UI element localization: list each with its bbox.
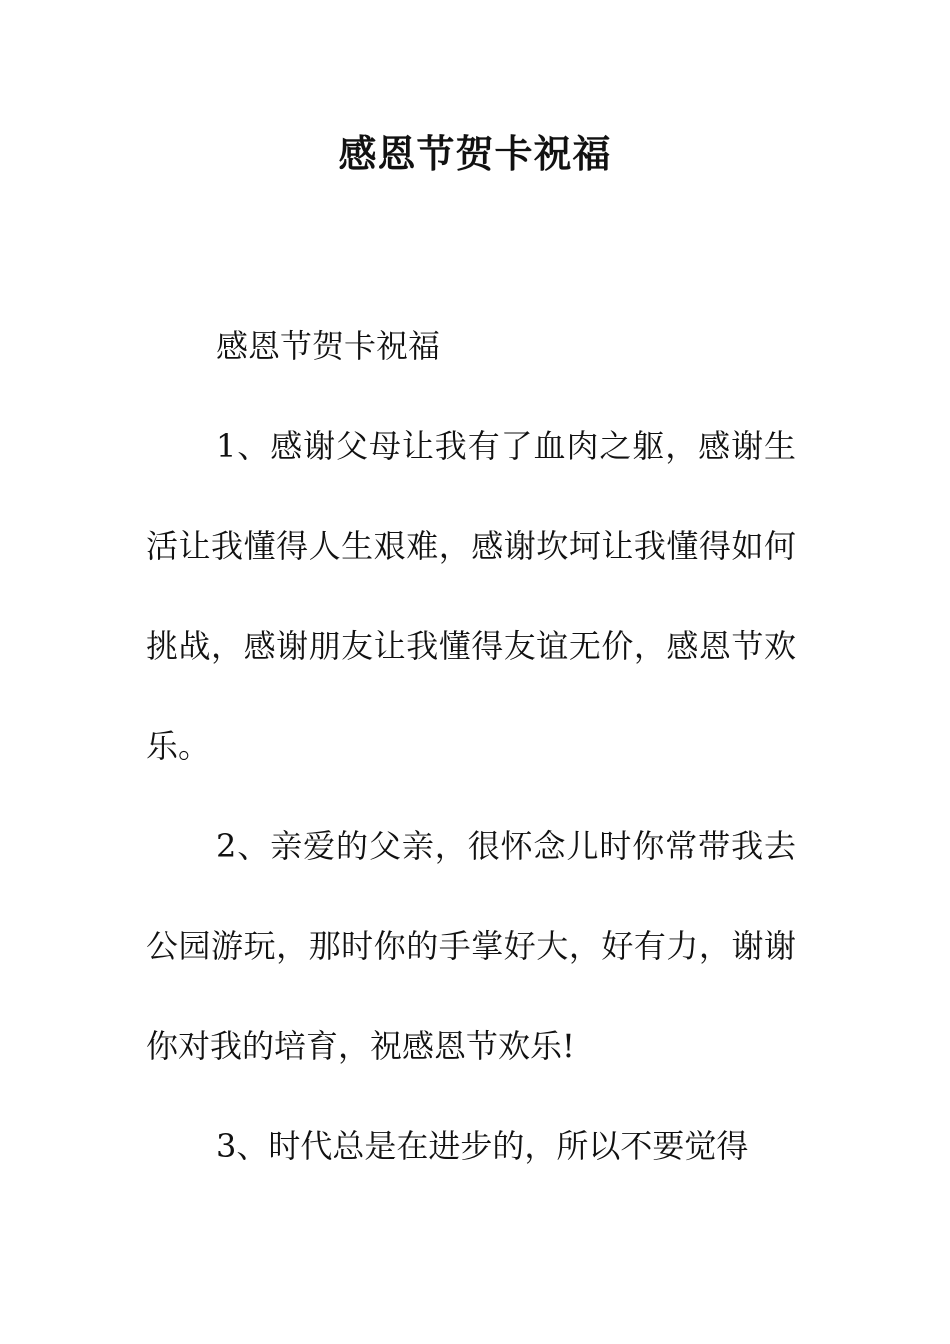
document-title: 感恩节贺卡祝福 — [338, 132, 612, 176]
paragraph-2: 2、亲爱的父亲，很怀念儿时你常带我去公园游玩，那时你的手掌好大，好有力，谢谢你对我的培育，祝感恩节欢乐! — [146, 827, 796, 1065]
paragraph-1: 1、感谢父母让我有了血肉之躯，感谢生活让我懂得人生艰难，感谢坎坷让我懂得如何挑战，感谢朋友让我懂得友谊无价，感恩节欢乐。 — [146, 427, 796, 765]
document-body — [146, 296, 796, 1196]
paragraph-heading: 感恩节贺卡祝福 — [216, 327, 441, 365]
paragraph-3: 3、时代总是在进步的，所以不要觉得 — [216, 1127, 749, 1165]
